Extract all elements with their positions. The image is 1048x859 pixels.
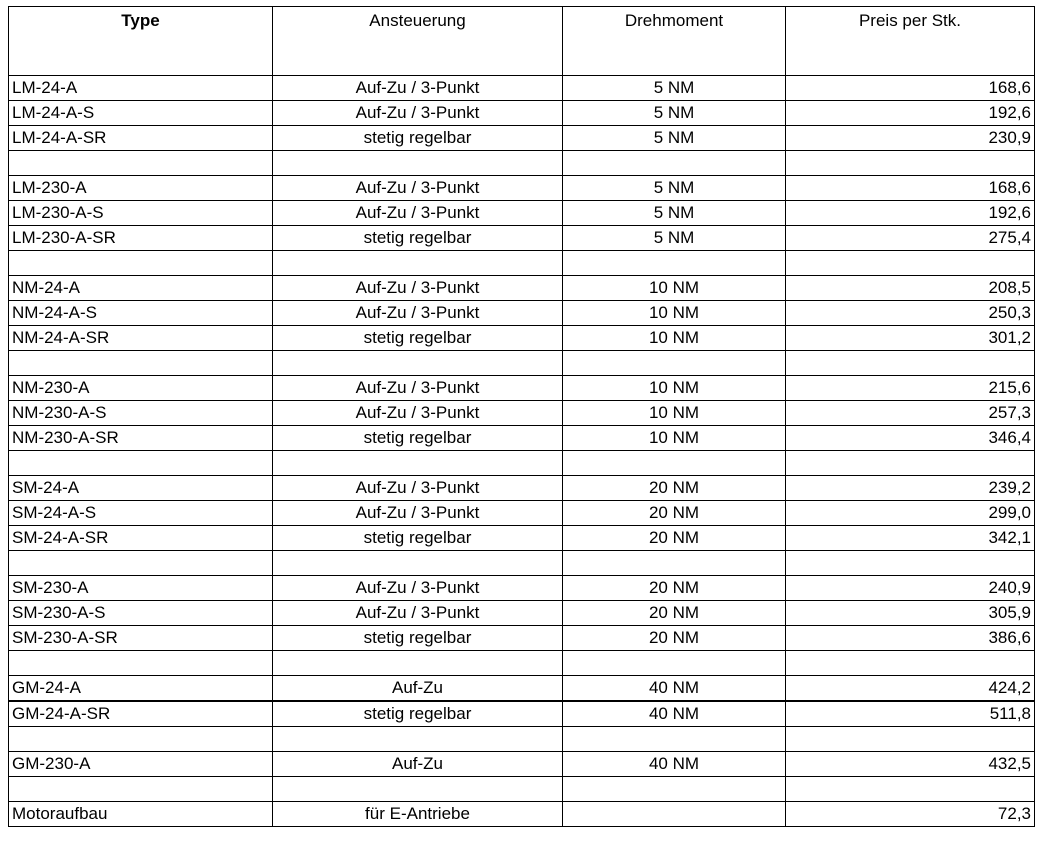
cell-torque[interactable]: 40 NM [563, 676, 786, 702]
cell-price[interactable]: 168,6 [786, 176, 1035, 201]
cell-torque[interactable]: 5 NM [563, 101, 786, 126]
cell-type[interactable]: GM-230-A [9, 752, 273, 777]
empty-cell[interactable] [563, 727, 786, 752]
header-row [9, 7, 1035, 76]
empty-cell[interactable] [786, 351, 1035, 376]
cell-control[interactable]: stetig regelbar [273, 226, 563, 251]
empty-cell[interactable] [9, 651, 273, 676]
cell-control[interactable]: Auf-Zu / 3-Punkt [273, 276, 563, 301]
cell-control[interactable]: Auf-Zu / 3-Punkt [273, 176, 563, 201]
cell-price[interactable]: 239,2 [786, 476, 1035, 501]
cell-control[interactable]: stetig regelbar [273, 426, 563, 451]
cell-price[interactable]: 208,5 [786, 276, 1035, 301]
cell-control[interactable]: Auf-Zu / 3-Punkt [273, 401, 563, 426]
empty-cell[interactable] [273, 151, 563, 176]
empty-cell[interactable] [563, 351, 786, 376]
cell-torque[interactable]: 10 NM [563, 401, 786, 426]
cell-price[interactable]: 424,2 [786, 676, 1035, 702]
header-price[interactable]: Preis per Stk. [786, 7, 1035, 76]
empty-cell[interactable] [786, 151, 1035, 176]
empty-cell[interactable] [273, 777, 563, 802]
cell-price[interactable]: 301,2 [786, 326, 1035, 351]
cell-torque[interactable]: 5 NM [563, 76, 786, 101]
empty-cell[interactable] [273, 451, 563, 476]
cell-torque[interactable]: 20 NM [563, 526, 786, 551]
cell-control[interactable]: Auf-Zu [273, 676, 563, 702]
cell-torque[interactable]: 5 NM [563, 201, 786, 226]
spacer-row [9, 727, 1035, 752]
empty-cell[interactable] [9, 777, 273, 802]
spacer-row [9, 151, 1035, 176]
cell-type[interactable]: LM-230-A [9, 176, 273, 201]
cell-price[interactable]: 192,6 [786, 201, 1035, 226]
table-row [9, 326, 1035, 351]
empty-cell[interactable] [786, 727, 1035, 752]
cell-torque[interactable]: 10 NM [563, 326, 786, 351]
cell-control[interactable]: stetig regelbar [273, 701, 563, 727]
cell-control[interactable]: Auf-Zu / 3-Punkt [273, 76, 563, 101]
cell-torque[interactable]: 5 NM [563, 176, 786, 201]
cell-torque[interactable]: 20 NM [563, 576, 786, 601]
spacer-row [9, 451, 1035, 476]
cell-control[interactable]: Auf-Zu / 3-Punkt [273, 376, 563, 401]
table-row [9, 426, 1035, 451]
table-row [9, 626, 1035, 651]
empty-cell[interactable] [273, 351, 563, 376]
table-row [9, 701, 1035, 727]
empty-cell[interactable] [273, 251, 563, 276]
cell-control[interactable]: Auf-Zu / 3-Punkt [273, 476, 563, 501]
cell-control[interactable]: stetig regelbar [273, 526, 563, 551]
table-row [9, 526, 1035, 551]
empty-cell[interactable] [563, 651, 786, 676]
cell-price[interactable]: 432,5 [786, 752, 1035, 777]
empty-cell[interactable] [9, 151, 273, 176]
cell-torque[interactable]: 20 NM [563, 501, 786, 526]
cell-type[interactable]: NM-24-A-SR [9, 326, 273, 351]
table-row [9, 802, 1035, 827]
cell-type[interactable]: LM-230-A-SR [9, 226, 273, 251]
cell-control[interactable]: Auf-Zu / 3-Punkt [273, 301, 563, 326]
cell-torque[interactable]: 40 NM [563, 752, 786, 777]
cell-price[interactable]: 305,9 [786, 601, 1035, 626]
empty-cell[interactable] [786, 777, 1035, 802]
cell-type[interactable]: SM-24-A-S [9, 501, 273, 526]
cell-control[interactable]: Auf-Zu [273, 752, 563, 777]
cell-torque[interactable]: 20 NM [563, 626, 786, 651]
spacer-row [9, 251, 1035, 276]
header-control[interactable]: Ansteuerung [273, 7, 563, 76]
cell-type[interactable]: NM-230-A-SR [9, 426, 273, 451]
cell-control[interactable]: stetig regelbar [273, 326, 563, 351]
table-row [9, 401, 1035, 426]
header-torque[interactable]: Drehmoment [563, 7, 786, 76]
header-type[interactable]: Type [9, 7, 273, 76]
table-row [9, 676, 1035, 702]
cell-type[interactable]: LM-24-A [9, 76, 273, 101]
spacer-row [9, 651, 1035, 676]
empty-cell[interactable] [563, 251, 786, 276]
empty-cell[interactable] [9, 451, 273, 476]
cell-type[interactable]: LM-230-A-S [9, 201, 273, 226]
cell-control[interactable]: Auf-Zu / 3-Punkt [273, 201, 563, 226]
cell-control[interactable]: Auf-Zu / 3-Punkt [273, 601, 563, 626]
empty-cell[interactable] [273, 727, 563, 752]
empty-cell[interactable] [786, 451, 1035, 476]
cell-type[interactable]: SM-24-A-SR [9, 526, 273, 551]
cell-price[interactable]: 275,4 [786, 226, 1035, 251]
empty-cell[interactable] [786, 251, 1035, 276]
cell-price[interactable]: 346,4 [786, 426, 1035, 451]
cell-torque[interactable]: 40 NM [563, 701, 786, 727]
cell-torque[interactable]: 10 NM [563, 301, 786, 326]
empty-cell[interactable] [9, 251, 273, 276]
empty-cell[interactable] [9, 351, 273, 376]
cell-price[interactable]: 72,3 [786, 802, 1035, 827]
cell-torque[interactable]: 20 NM [563, 476, 786, 501]
spacer-row [9, 777, 1035, 802]
table-row [9, 476, 1035, 501]
table-row [9, 226, 1035, 251]
table-row [9, 201, 1035, 226]
cell-type[interactable]: SM-230-A-SR [9, 626, 273, 651]
table-row [9, 376, 1035, 401]
table-row [9, 101, 1035, 126]
cell-torque[interactable]: 5 NM [563, 226, 786, 251]
empty-cell[interactable] [786, 651, 1035, 676]
cell-price[interactable]: 168,6 [786, 76, 1035, 101]
empty-cell[interactable] [563, 551, 786, 576]
cell-price[interactable]: 299,0 [786, 501, 1035, 526]
cell-price[interactable]: 230,9 [786, 126, 1035, 151]
cell-type[interactable]: SM-230-A [9, 576, 273, 601]
empty-cell[interactable] [273, 651, 563, 676]
cell-price[interactable]: 192,6 [786, 101, 1035, 126]
cell-type[interactable]: GM-24-A [9, 676, 273, 702]
spacer-row [9, 551, 1035, 576]
empty-cell[interactable] [563, 451, 786, 476]
cell-torque[interactable]: 10 NM [563, 426, 786, 451]
cell-type[interactable]: LM-24-A-SR [9, 126, 273, 151]
cell-torque[interactable]: 5 NM [563, 126, 786, 151]
cell-type[interactable]: Motoraufbau [9, 802, 273, 827]
cell-control[interactable]: Auf-Zu / 3-Punkt [273, 501, 563, 526]
cell-price[interactable]: 511,8 [786, 701, 1035, 727]
empty-cell[interactable] [9, 551, 273, 576]
cell-torque[interactable] [563, 802, 786, 827]
cell-price[interactable]: 250,3 [786, 301, 1035, 326]
cell-control[interactable]: stetig regelbar [273, 626, 563, 651]
cell-control[interactable]: für E-Antriebe [273, 802, 563, 827]
empty-cell[interactable] [9, 727, 273, 752]
cell-type[interactable]: NM-24-A [9, 276, 273, 301]
empty-cell[interactable] [563, 777, 786, 802]
empty-cell[interactable] [273, 551, 563, 576]
table-row [9, 301, 1035, 326]
cell-torque[interactable]: 10 NM [563, 376, 786, 401]
cell-type[interactable]: GM-24-A-SR [9, 701, 273, 727]
table-row [9, 176, 1035, 201]
price-table [8, 6, 1035, 827]
cell-torque[interactable]: 20 NM [563, 601, 786, 626]
cell-type[interactable]: NM-24-A-S [9, 301, 273, 326]
table-row [9, 501, 1035, 526]
table-row [9, 752, 1035, 777]
cell-control[interactable]: Auf-Zu / 3-Punkt [273, 101, 563, 126]
spacer-row [9, 351, 1035, 376]
table-body [9, 76, 1035, 827]
cell-price[interactable]: 386,6 [786, 626, 1035, 651]
table-row [9, 601, 1035, 626]
cell-price[interactable]: 240,9 [786, 576, 1035, 601]
cell-type[interactable]: NM-230-A [9, 376, 273, 401]
table-row [9, 126, 1035, 151]
cell-control[interactable]: stetig regelbar [273, 126, 563, 151]
table-row [9, 576, 1035, 601]
cell-price[interactable]: 342,1 [786, 526, 1035, 551]
cell-type[interactable]: SM-24-A [9, 476, 273, 501]
cell-type[interactable]: SM-230-A-S [9, 601, 273, 626]
empty-cell[interactable] [786, 551, 1035, 576]
table-row [9, 76, 1035, 101]
cell-control[interactable]: Auf-Zu / 3-Punkt [273, 576, 563, 601]
cell-price[interactable]: 257,3 [786, 401, 1035, 426]
cell-type[interactable]: NM-230-A-S [9, 401, 273, 426]
empty-cell[interactable] [563, 151, 786, 176]
table-row [9, 276, 1035, 301]
cell-price[interactable]: 215,6 [786, 376, 1035, 401]
cell-torque[interactable]: 10 NM [563, 276, 786, 301]
cell-type[interactable]: LM-24-A-S [9, 101, 273, 126]
